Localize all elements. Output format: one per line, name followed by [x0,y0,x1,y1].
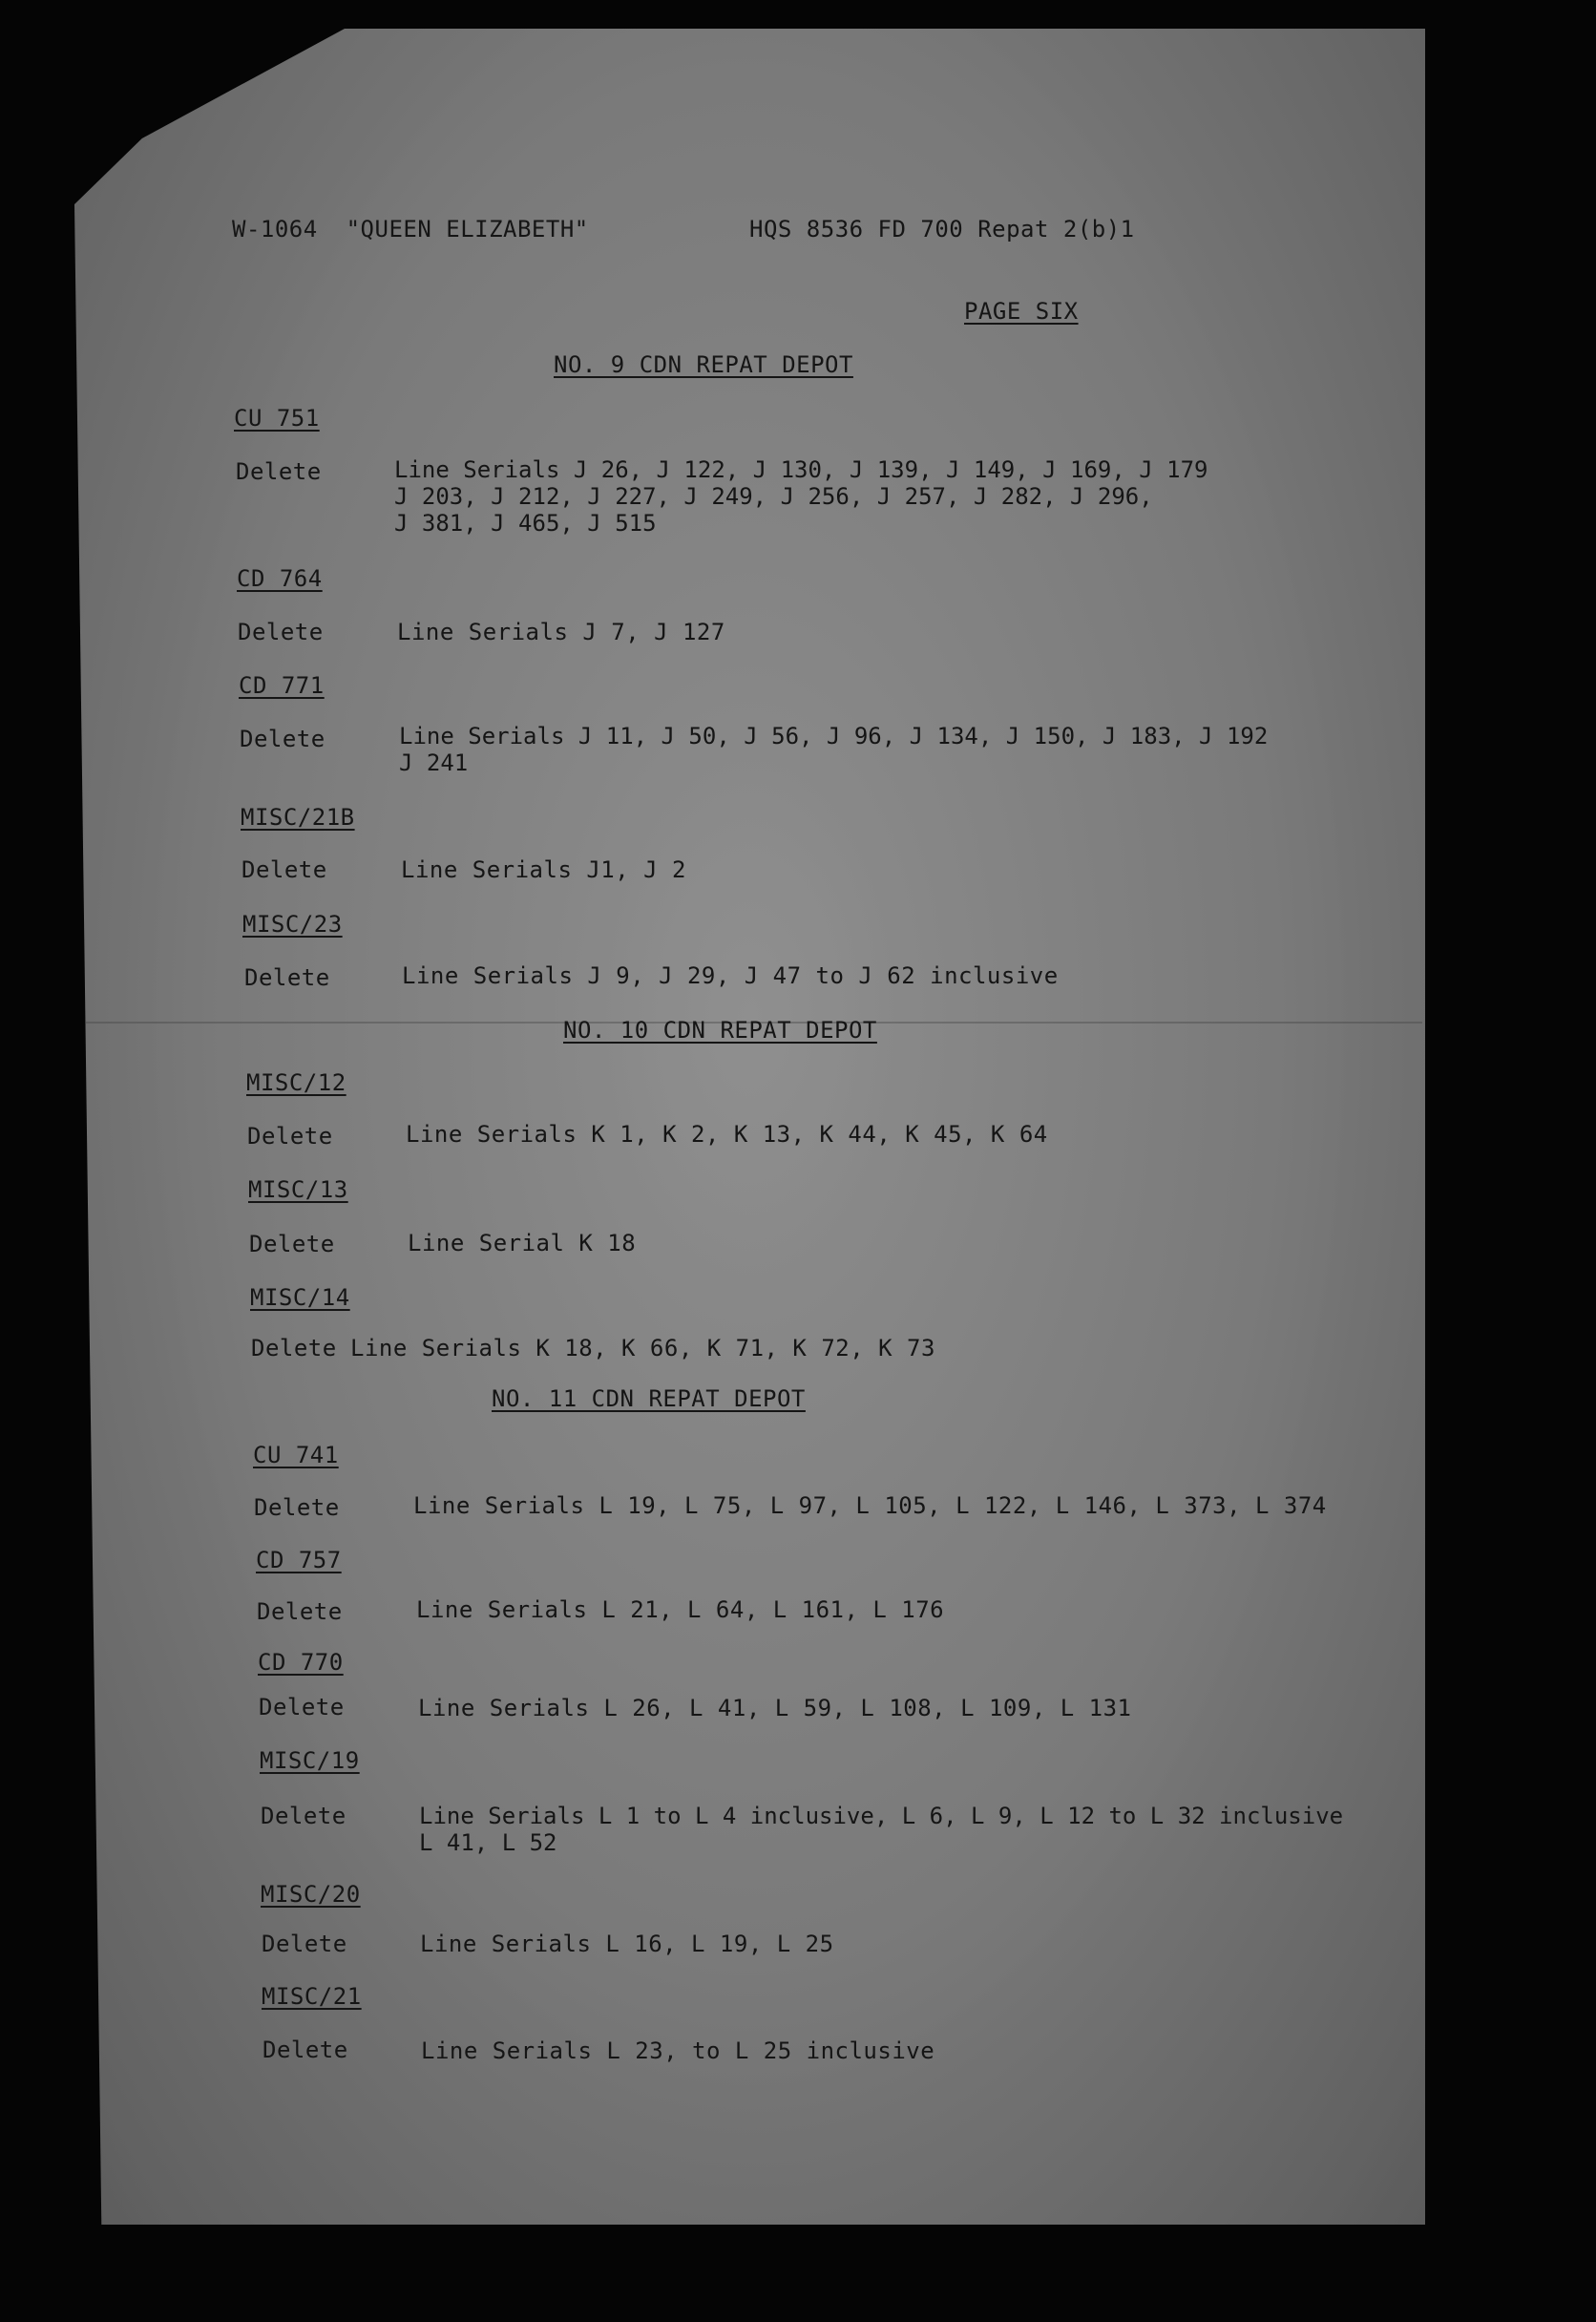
action-label: Delete [244,964,330,991]
serial-line: Line Serials J1, J 2 [401,856,686,883]
page-label: PAGE SIX [964,298,1079,325]
group-code: CD 770 [258,1649,344,1676]
serial-line: Line Serials L 21, L 64, L 161, L 176 [416,1596,945,1623]
action-label: Delete [254,1494,340,1521]
file-reference: HQS 8536 FD 700 Repat 2(b)1 [749,216,1135,243]
section-title: NO. 9 CDN REPAT DEPOT [554,351,853,378]
group-code: CU 751 [234,405,320,432]
serial-lines [419,1803,1343,1856]
action-label: Delete [247,1123,333,1150]
serial-line: Line Serials L 16, L 19, L 25 [420,1931,834,1957]
serial-lines [399,723,1268,776]
document-reference: W-1064 "QUEEN ELIZABETH" [232,216,589,243]
serial-line: L 41, L 52 [419,1829,557,1856]
action-label: Delete [236,458,322,485]
serial-line: Line Serials L 1 to L 4 inclusive, L 6, L 9, L 12 to L 32 inclusive [419,1803,1344,1829]
group-code: MISC/19 [260,1747,360,1774]
serial-line: Line Serials K 1, K 2, K 13, K 44, K 45, K 64 [406,1121,1048,1148]
group-code: MISC/12 [246,1069,346,1096]
action-label: Delete [242,856,327,883]
serial-line: J 381, J 465, J 515 [394,510,657,537]
section-title: NO. 11 CDN REPAT DEPOT [492,1385,806,1412]
group-code: CD 771 [239,672,325,699]
action-label: Delete [251,1335,337,1362]
serial-line: J 203, J 212, J 227, J 249, J 256, J 257, J 282, J 296, [394,483,1153,510]
serial-line: Line Serials L 19, L 75, L 97, L 105, L 122, L 146, L 373, L 374 [413,1492,1327,1519]
group-code: MISC/13 [248,1176,348,1203]
serial-line: Line Serials J 7, J 127 [397,619,725,645]
action-label: Delete [262,1931,347,1957]
action-label: Delete [238,619,324,645]
group-code: MISC/21 [262,1983,362,2010]
serial-line: Line Serials L 23, to L 25 inclusive [421,2037,935,2064]
group-code: CD 764 [237,565,323,592]
action-label: Delete [259,1694,345,1720]
serial-line: Line Serials J 9, J 29, J 47 to J 62 inclusive [402,962,1059,989]
action-label: Delete [249,1231,335,1257]
serial-line: Line Serials K 18, K 66, K 71, K 72, K 73 [350,1335,935,1362]
group-code: CU 741 [253,1442,339,1468]
action-label: Delete [240,726,326,752]
group-code: MISC/21B [241,804,355,831]
serial-lines [394,456,1208,537]
group-code: MISC/20 [261,1881,361,1908]
group-code: MISC/23 [242,911,343,938]
action-label: Delete [257,1598,343,1625]
group-code: CD 757 [256,1547,342,1573]
action-label: Delete [261,1803,346,1829]
action-label: Delete [262,2037,348,2063]
serial-line: Line Serials J 11, J 50, J 56, J 96, J 134, J 150, J 183, J 192 [399,723,1269,749]
serial-line: J 241 [399,749,469,776]
group-code: MISC/14 [250,1284,350,1311]
serial-line: Line Serials J 26, J 122, J 130, J 139, J 149, J 169, J 179 [394,456,1208,483]
serial-line: Line Serial K 18 [408,1230,637,1256]
section-title: NO. 10 CDN REPAT DEPOT [563,1017,877,1044]
serial-line: Line Serials L 26, L 41, L 59, L 108, L 109, L 131 [418,1695,1132,1721]
